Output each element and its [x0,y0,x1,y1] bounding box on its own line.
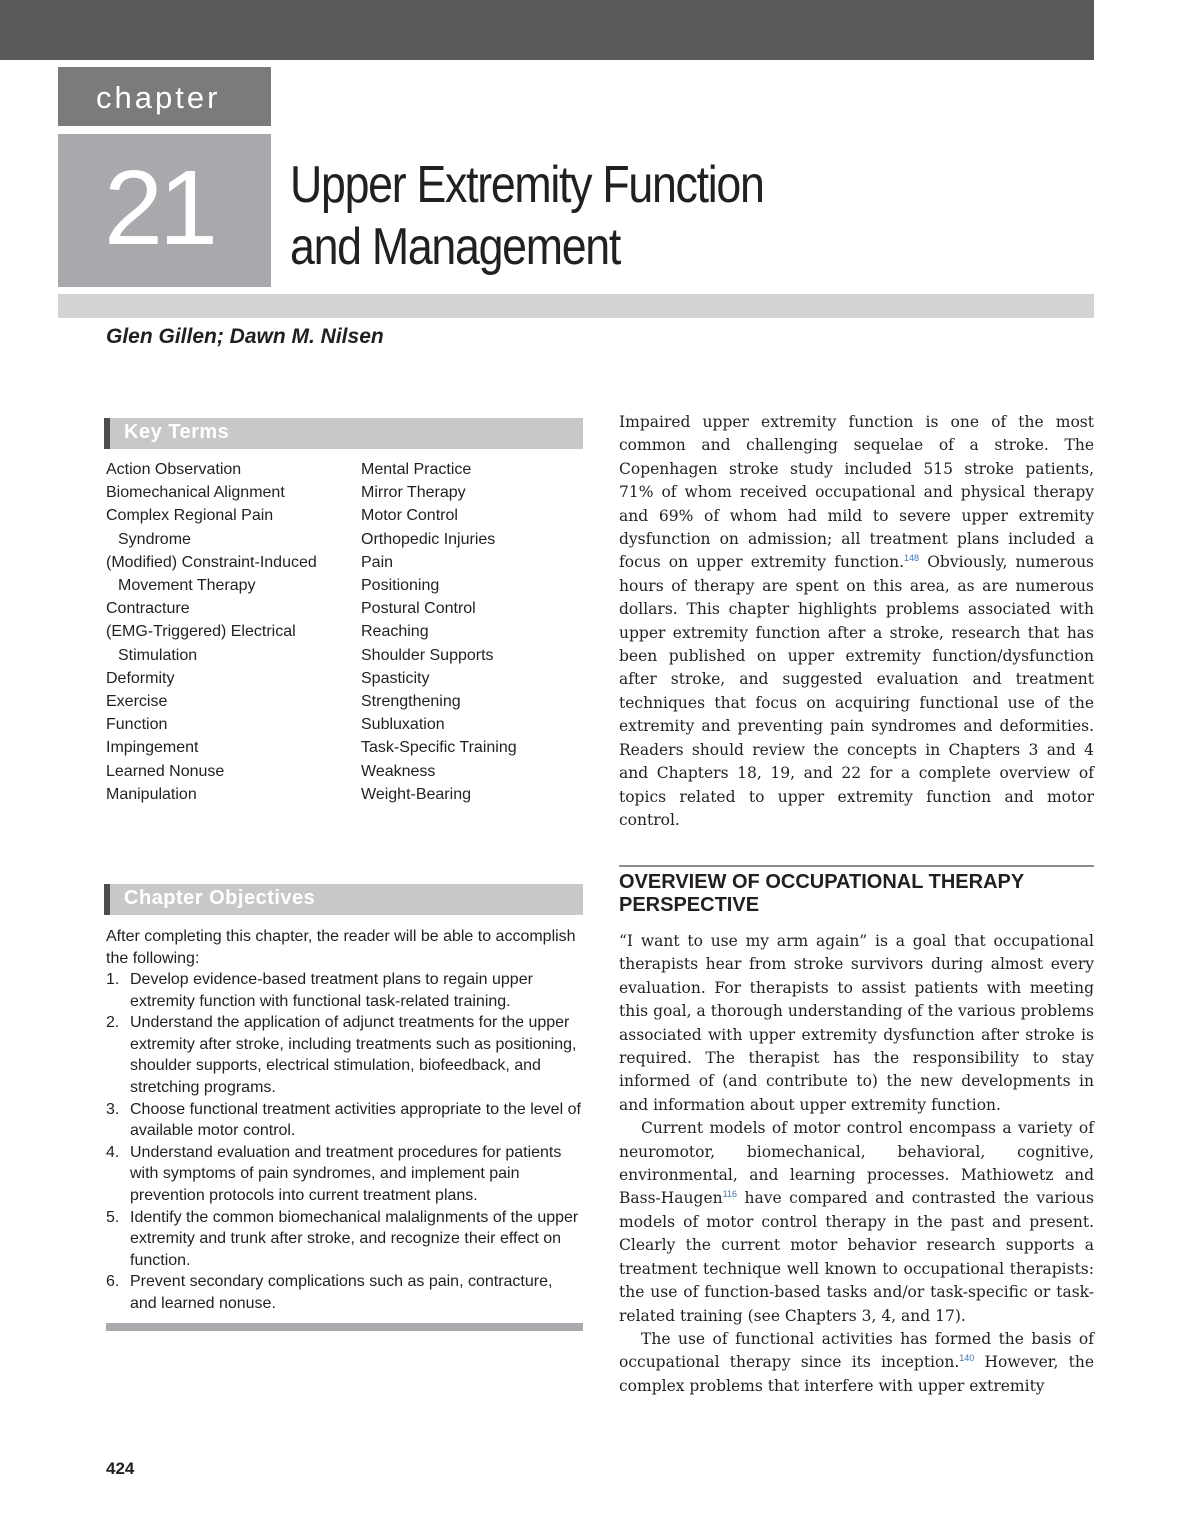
key-term: Impingement [106,739,199,757]
key-term: Shoulder Supports [361,646,494,664]
overview-paragraph-1: “I want to use my arm again” is a goal that occupational therapists hear from stroke survivors during almost every evaluation. For therapists to assist patients with meeting this goal, a thorough understanding of the various problems associated with upper extremity dysfunction after stroke is required. The therapist has the responsibility to stay informed of (and contribute to) the new developments in and information about upper extremity function. [619,932,1094,1114]
objective-text: Identify the common biomechanical malalignments of the upper extremity and trunk after stroke, and recognize their effect on function. [130,1208,579,1269]
section-rule [619,865,1094,867]
overview-paragraph-2-text-b: have compared and contrasted the various models of motor control therapy in the past and present. Clearly the current motor behavior research supports a treatment technique well known to occupational therapists: the use of function-based tasks and/or task-specific or task-related training (see Chapters 3, 4, and 17). [619,1189,1094,1325]
intro-text-part-2: Obviously, numerous hours of therapy are spent on this area, as are numerous dollars. This chapter highlights problems associated with upper extremity function after a stroke, research that has been published on upper extremity function/dysfunction after stroke, and suggested evaluation and treatment techniques that focus on acquiring functional use of the extremity and preventing pain syndromes and deformities. Readers should review the concepts in Chapters 3 and 4 and Chapters 18, 19, and 22 for a complete overview of topics related to upper extremity function and motor control. [619,553,1095,829]
key-term: Weakness [361,762,436,780]
top-banner [0,0,1094,60]
overview-paragraph-2 [619,1117,1094,1328]
key-term: Motor Control [361,507,458,525]
chapter-title [290,154,764,278]
objective-number: 5. [106,1208,120,1226]
intro-text-part-1: Impaired upper extremity function is one of the most common and challenging sequelae of a stroke. The Copenhagen stroke study included 515 stroke patients, 71% of whom received occupational and physical therapy and 69% of whom had mild to severe upper extremity dysfunction on admission; all treatment plans included a focus on upper extremity function. [619,413,1094,572]
objective-number: 1. [106,971,120,988]
key-term: Contracture [106,600,190,618]
objective-text: Develop evidence-based treatment plans to regain upper extremity function with functional task-related training. [130,971,533,1010]
key-terms-heading-bar [104,418,583,449]
title-underbar [58,294,1094,318]
key-term: Pain [361,553,394,571]
objective-text: Understand the application of adjunct treatments for the upper extremity after stroke, including treatments such as positioning, shoulder supports, electrical stimulation, biofeedback, and stretching programs. [130,1014,577,1096]
objective-number: 2. [106,1014,120,1032]
key-term: Orthopedic Injuries [361,530,496,548]
overview-paragraph-2-text-a: Current models of motor control encompass a variety of neuromotor, biomechanical, behavioral, cognitive, environmental, and learning processes. Mathiowetz and Bass-Haugen [619,1119,1094,1208]
key-term: Action Observation [106,461,242,478]
key-term: Exercise [106,693,168,711]
objective-item [106,1271,582,1314]
chapter-label: chapter [96,80,221,115]
key-terms-heading: Key Terms [124,421,230,443]
reference-link[interactable]: 140 [959,1353,975,1364]
authors: Glen Gillen; Dawn M. Nilsen [106,325,384,348]
overview-body [619,930,1094,1398]
key-term: Weight-Bearing [361,785,471,803]
objective-item [106,1099,582,1142]
key-term: (Modified) Constraint-Induced Movement Therapy [106,553,317,595]
chapter-title-line-2: and Management [290,218,621,276]
objectives-bottom-bar [106,1323,583,1331]
page-number: 424 [106,1459,135,1478]
key-term: Biomechanical Alignment [106,484,285,502]
chapter-title-line-1: Upper Extremity Function [290,156,764,214]
objective-item [106,1207,582,1272]
objective-item [106,1012,582,1098]
key-term: Mental Practice [361,461,472,478]
reference-link[interactable]: 116 [722,1189,737,1200]
key-term: Deformity [106,669,175,687]
key-term: Manipulation [106,785,197,803]
objective-item [106,1142,582,1207]
key-term: Function [106,716,168,734]
key-term: Spasticity [361,669,430,687]
key-term: Task-Specific Training [361,739,517,757]
key-term: (EMG-Triggered) Electrical Stimulation [106,623,296,664]
overview-heading: OVERVIEW OF OCCUPATIONAL THERAPY PERSPECTIVE [619,871,1024,916]
objectives-list [106,969,582,1315]
objectives-heading: Chapter Objectives [124,887,316,909]
key-terms-left-column [106,458,341,806]
key-term: Strengthening [361,693,461,711]
objective-number: 4. [106,1143,120,1161]
intro-paragraph [619,411,1094,832]
reference-link[interactable]: 148 [904,553,920,564]
overview-paragraph-3-text-b: However, the complex problems that interfere with upper extremity [619,1353,1094,1395]
overview-paragraph-3 [619,1328,1094,1398]
objective-text: Choose functional treatment activities appropriate to the level of available motor control. [130,1100,581,1140]
objective-number: 6. [106,1273,120,1291]
key-term: Positioning [361,577,440,595]
objective-text: Prevent secondary complications such as pain, contracture, and learned nonuse. [130,1273,553,1312]
objectives-heading-bar [104,884,583,915]
key-term: Mirror Therapy [361,484,466,502]
objectives-intro: After completing this chapter, the reader will be able to accomplish the following: [106,928,576,967]
key-term: Complex Regional Pain Syndrome [106,507,274,548]
key-term: Learned Nonuse [106,762,225,780]
objective-text: Understand evaluation and treatment procedures for patients with symptoms of pain syndromes, and implement pain prevention protocols into current treatment plans. [130,1143,562,1204]
key-term: Postural Control [361,600,476,618]
overview-paragraph-3-text-a: The use of functional activities has formed the basis of occupational therapy since its inception. [619,1329,1094,1372]
key-term: Subluxation [361,716,445,734]
key-term: Reaching [361,623,429,641]
objective-number: 3. [106,1100,120,1118]
key-terms-right-column [361,458,581,806]
chapter-number: 21 [104,149,214,267]
objective-item [106,969,582,1012]
